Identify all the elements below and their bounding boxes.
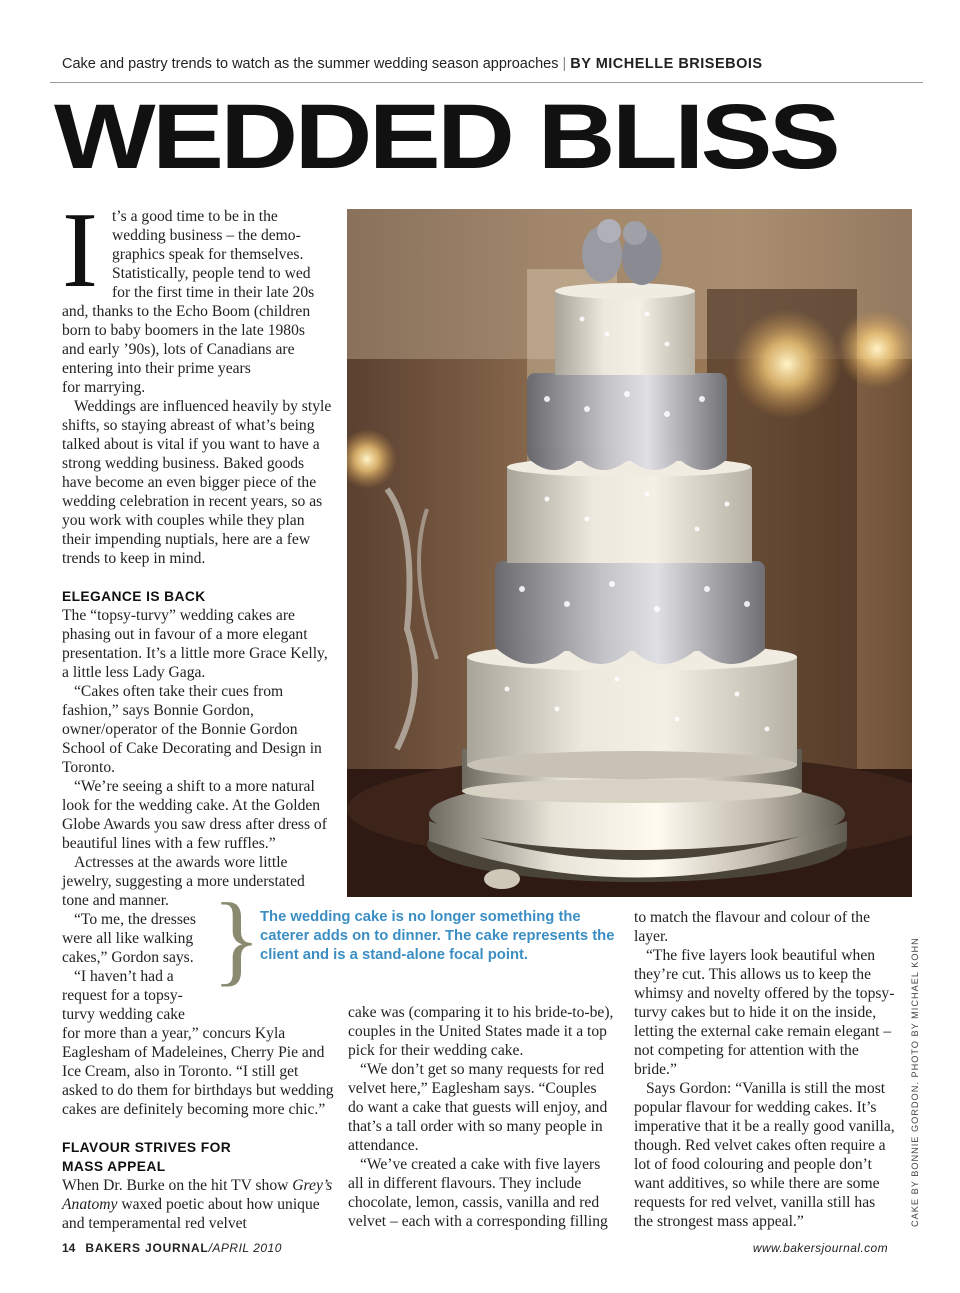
body-paragraph: “The five layers look beautiful when they’re cut. This allows us to keep the whimsy and novelty offered by the topsy-turvy cakes but to hide it on the inside, letting the external cake remain elegant – not competing for attention with the bride.”: [634, 947, 895, 1078]
column-2: [348, 1003, 614, 1231]
body-paragraph: Actresses at the awards wore little jewelry, suggesting a more understated tone and manner.: [62, 854, 305, 909]
body-text: waxed poetic about how unique and temperamental red velvet: [62, 1196, 320, 1232]
pull-quote-text: The wedding cake is no longer something the caterer adds on to dinner. The cake represents the client and is a stand-alone focal point.: [260, 909, 615, 963]
intro-line: graphics speak for themselves.: [111, 246, 304, 263]
body-paragraph: “Cakes often take their cues from fashion,” says Bonnie Gordon, owner/operator of the Bonnie Gordon School of Cake Decorating and Design in Toronto.: [62, 683, 322, 776]
drop-cap: I: [62, 191, 98, 310]
body-paragraph: “We’re seeing a shift to a more natural look for the wedding cake. At the Golden Globe Awards you saw dress after dress of beautiful lines with a few ruffles.”: [62, 778, 327, 852]
body-paragraph: “We don’t get so many requests for red velvet here,” Eaglesham says. “Couples do want a cake that guests will enjoy, and that’s a tall order with so many people in attendance.: [348, 1061, 608, 1154]
publication-name: BAKERS JOURNAL: [85, 1241, 209, 1255]
page-footer: [62, 1241, 282, 1255]
header-rule: [50, 82, 923, 83]
body-line: “I haven’t had a: [74, 968, 174, 985]
intro-line: for the first time in their late 20s: [111, 284, 315, 301]
page-number: 14: [62, 1241, 76, 1255]
deck-text: Cake and pastry trends to watch as the summer wedding season approaches: [62, 56, 559, 72]
intro-line: and early ’90s), lots of Canadians are: [62, 341, 295, 358]
section-heading-line: FLAVOUR STRIVES FOR: [62, 1140, 232, 1155]
body-paragraph: cake was (comparing it to his bride-to-be), couples in the United States made it a top pick for their wedding cake.: [348, 1004, 614, 1059]
intro-line: wedding business – the demo-: [111, 227, 301, 244]
body-line: “To me, the dresses: [74, 911, 196, 928]
article-deck: [62, 56, 763, 72]
intro-line: t’s a good time to be in the: [111, 208, 278, 225]
body-line: cakes,” Gordon says.: [62, 949, 194, 966]
body-line: turvy wedding cake: [62, 1006, 185, 1023]
intro-line: and, thanks to the Echo Boom (children: [62, 303, 311, 320]
body-paragraph: Says Gordon: “Vanilla is still the most popular flavour for wedding cakes. It’s imperative that it be a really good vanilla, though. Red velvet cakes often require a lot of food colouring and people don’t want additives, so while there are some requests for red velvet, vanilla still has the strongest mass appeal.”: [634, 1080, 895, 1230]
intro-line: Statistically, people tend to wed: [111, 265, 311, 282]
photo-credit: CAKE BY BONNIE GORDON. PHOTO BY MICHAEL KOHN: [910, 937, 920, 1227]
body-paragraph: to match the flavour and colour of the layer.: [634, 909, 870, 945]
body-paragraph: [62, 1176, 334, 1233]
body-text: When Dr. Burke on the hit TV show: [62, 1177, 289, 1194]
brace-ornament: }: [212, 883, 261, 996]
column-1: [62, 191, 334, 1233]
footer-url[interactable]: www.bakersjournal.com: [752, 1241, 888, 1255]
intro-line: entering into their prime years: [62, 360, 251, 377]
section-heading: [62, 1138, 334, 1176]
article-title: WEDDED BLISS: [54, 86, 838, 188]
intro-paragraph: [62, 191, 334, 397]
deck-separator: |: [562, 56, 567, 72]
intro-line: born to baby boomers in the late 1980s: [62, 322, 305, 339]
section-heading: ELEGANCE IS BACK: [62, 589, 206, 604]
body-paragraph: The “topsy-turvy” wedding cakes are phasing out in favour of a more elegant presentation. It’s a little more Grace Kelly, a little less Lady Gaga.: [62, 607, 328, 681]
body-line: request for a topsy-: [62, 987, 183, 1004]
byline: BY MICHELLE BRISEBOIS: [570, 56, 763, 72]
section-heading-line: MASS APPEAL: [62, 1159, 166, 1174]
issue-date: /APRIL 2010: [208, 1241, 282, 1255]
column-3: [634, 908, 896, 1231]
body-paragraph: “We’ve created a cake with five layers all in different flavours. They include chocolate, lemon, cassis, vanilla and red velvet – each with a corresponding filling: [348, 1156, 608, 1230]
body-paragraph: for more than a year,” concurs Kyla Eaglesham of Madeleines, Cherry Pie and Ice Cream, also in Toronto. “I still get asked to do them for birthdays but wedding cakes are definitely becoming more chic.”: [62, 1025, 334, 1118]
show-title: Grey’s Anatomy: [62, 1177, 333, 1213]
wedding-cake-photo: [347, 209, 912, 897]
body-paragraph: Weddings are influenced heavily by style shifts, so staying abreast of what’s being talked about is vital if you want to have a strong wedding business. Baked goods have become an even bigger piece of the wedding celebration in recent years, so as you work with couples while they plan their impending nuptials, here are a few trends to keep in mind.: [62, 398, 332, 567]
intro-line: for marrying.: [62, 379, 146, 396]
body-line: were all like walking: [62, 930, 194, 947]
